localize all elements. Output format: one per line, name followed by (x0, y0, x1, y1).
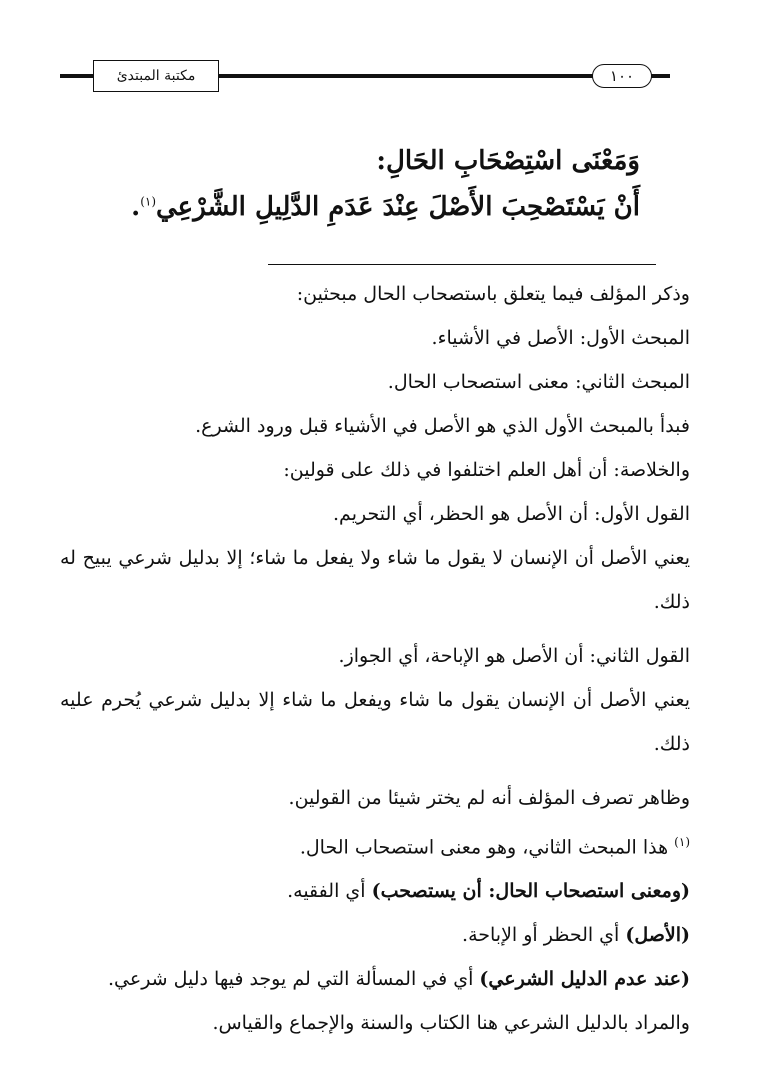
quoted-text: (الأصل) (625, 924, 690, 947)
paragraph-9: يعني الأصل أن الإنسان يقول ما شاء ويفعل ما شاء إلا بدليل شرعي يُحرم عليه ذلك. (60, 689, 690, 755)
quoted-text: (عند عدم الدليل الشرعي) (479, 968, 690, 991)
explanation-text: أي في المسألة التي لم يوجد فيها دليل شرعي. (107, 968, 480, 991)
quoted-text: (ومعنى استصحاب الحال: أن يستصحب) (371, 880, 690, 903)
paragraph-15: والمراد بالدليل الشرعي هنا الكتاب والسنة والإجماع والقياس. (212, 1012, 690, 1035)
paragraph-2: المبحث الأول: الأصل في الأشياء. (431, 327, 690, 349)
header-book-name: مكتبة المبتدئ (93, 60, 219, 92)
title-line-2-text: أَنْ يَسْتَصْحِبَ الأَصْلَ عِنْدَ عَدَمِ الدَّلِيلِ الشَّرْعِي (156, 192, 640, 222)
paragraph-3: المبحث الثاني: معنى استصحاب الحال. (387, 371, 690, 393)
footnote-number: (١) (674, 835, 690, 849)
footnote-text: هذا المبحث الثاني، وهو معنى استصحاب الحال. (299, 836, 675, 859)
page-number: ١٠٠ (592, 64, 652, 88)
footnote-separator (268, 264, 656, 265)
title-line-2 (131, 192, 640, 222)
commentary-text (60, 280, 690, 1035)
paragraph-12 (60, 879, 690, 903)
paragraph-13 (60, 923, 690, 947)
paragraph-8: القول الثاني: أن الأصل هو الإباحة، أي الجواز. (338, 645, 690, 667)
paragraph-10: وظاهر تصرف المؤلف أنه لم يختر شيئا من القولين. (288, 787, 690, 809)
footnote-1 (60, 830, 690, 859)
paragraph-4: فبدأ بالمبحث الأول الذي هو الأصل في الأشياء قبل ورود الشرع. (195, 415, 690, 437)
paragraph-7: يعني الأصل أن الإنسان لا يقول ما شاء ولا يفعل ما شاء؛ إلا بدليل شرعي يبيح له ذلك. (60, 547, 690, 613)
paragraph-1: وذكر المؤلف فيما يتعلق باستصحاب الحال مبحثين: (296, 283, 690, 305)
explanation-text: أي الحظر أو الإباحة. (462, 924, 626, 947)
explanation-text: أي الفقيه. (287, 880, 372, 903)
title-line-2-end: . (131, 192, 141, 222)
footnote-marker: (١) (140, 194, 157, 209)
title-line-1: وَمَعْنَى اسْتِصْحَابِ الحَالِ: (376, 146, 640, 176)
paragraph-14 (60, 967, 690, 991)
paragraph-5: والخلاصة: أن أهل العلم اختلفوا في ذلك على قولين: (283, 459, 690, 481)
paragraph-6: القول الأول: أن الأصل هو الحظر، أي التحريم. (333, 503, 690, 525)
